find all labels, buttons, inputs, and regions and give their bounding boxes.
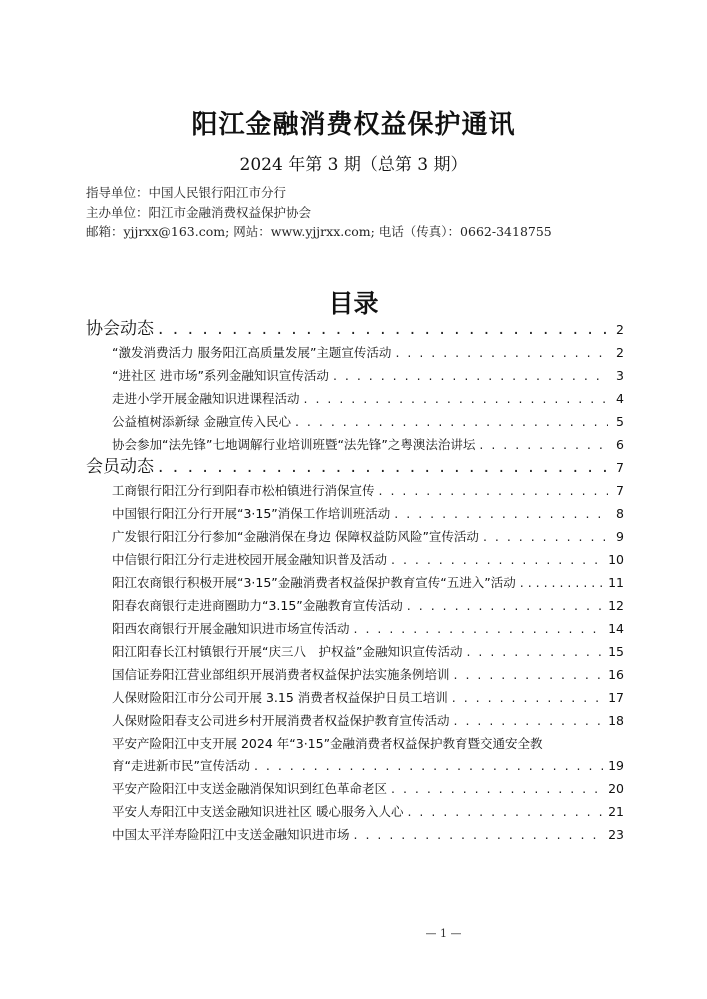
toc-item[interactable] [86, 433, 624, 456]
toc-item-label: 工商银行阳江分行到阳春市松柏镇进行消保宣传 [112, 483, 375, 498]
toc-item-label: 中国太平洋寿险阳江中支送金融知识进市场 [112, 827, 350, 842]
toc-leader [395, 341, 608, 364]
toc-leader [483, 525, 608, 548]
toc-item[interactable] [86, 777, 624, 800]
toc-page-number: 6 [616, 437, 624, 452]
page-footer-number: — 1 — [425, 927, 462, 940]
toc-item[interactable] [86, 800, 624, 823]
toc-page-number: 20 [608, 781, 624, 796]
toc-item-label: 国信证券阳江营业部组织开展消费者权益保护法实施条例培训 [112, 667, 450, 682]
toc-item[interactable] [86, 410, 624, 433]
toc-leader [454, 663, 605, 686]
toc-leader [295, 410, 608, 433]
toc-item-label: 走进小学开展金融知识进课程活动 [112, 391, 300, 406]
toc-item-label: 阳西农商银行开展金融知识进市场宣传活动 [112, 621, 350, 636]
toc-page-number: 14 [608, 621, 624, 636]
toc-page-number: 2 [616, 345, 624, 360]
toc-page-number: 4 [616, 391, 624, 406]
toc-item-label: “激发消费活力 服务阳江高质量发展”主题宣传活动 [112, 345, 392, 360]
newsletter-title: 阳江金融消费权益保护通讯 [191, 110, 516, 140]
toc-leader [452, 686, 604, 709]
toc-page-number: 18 [608, 713, 624, 728]
toc-leader [391, 548, 604, 571]
toc-item-label: 阳江农商银行积极开展“3·15”金融消费者权益保护教育宣传“五进入”活动 [112, 575, 516, 590]
toc-page-number: 9 [616, 529, 624, 544]
toc-item[interactable] [86, 548, 624, 571]
toc-item-label: 协会参加“法先锋”七地调解行业培训班暨“法先锋”之粤澳法治讲坛 [112, 437, 476, 452]
toc-leader [479, 433, 608, 456]
toc-page-number: 15 [608, 644, 624, 659]
toc-item[interactable] [86, 823, 624, 846]
toc-item[interactable] [86, 571, 624, 594]
toc-item-label: 平安产险阳江中支开展 2024 年“3·15”金融消费者权益保护教育暨交通安全教 [112, 736, 543, 751]
toc-leader [254, 754, 604, 777]
toc-leader [407, 800, 604, 823]
contact-info: 邮箱：yjjrxx@163.com; 网站：www.yjjrxx.com; 电话（传真）：0662-3418755 [86, 224, 552, 239]
toc-item-label-continued: 育“走进新市民”宣传活动 [112, 758, 250, 773]
toc-leader [454, 709, 605, 732]
toc-page-number: 7 [616, 483, 624, 498]
toc-page-number: 11 [608, 575, 624, 590]
toc-page-number: 21 [608, 804, 624, 819]
toc-page-number: 5 [616, 414, 624, 429]
toc-item[interactable] [86, 594, 624, 617]
toc-leader [466, 640, 604, 663]
toc-item-label: 阳江阳春长江村镇银行开展“庆三八 护权益”金融知识宣传活动 [112, 644, 463, 659]
toc-item-label: 平安产险阳江中支送金融消保知识到红色革命老区 [112, 781, 388, 796]
toc-item-label: 广发银行阳江分行参加“金融消保在身边 保障权益防风险”宣传活动 [112, 529, 479, 544]
toc-page-number: 3 [616, 368, 624, 383]
toc-item[interactable] [86, 663, 624, 686]
toc-item-label: 中信银行阳江分行走进校园开展金融知识普及活动 [112, 552, 388, 567]
toc-item-first-line[interactable] [86, 732, 624, 754]
toc-item-label: 人保财险阳春支公司进乡村开展消费者权益保护教育宣传活动 [112, 713, 450, 728]
host-unit: 主办单位：阳江市金融消费权益保护协会 [86, 205, 312, 220]
toc-leader [394, 502, 608, 525]
toc-page-number: 7 [616, 460, 624, 475]
toc-item[interactable] [86, 709, 624, 732]
toc-leader [407, 594, 604, 617]
toc-section[interactable] [86, 318, 624, 341]
toc-item[interactable] [86, 754, 624, 777]
toc-page-number: 19 [608, 758, 624, 773]
toc-item-label: 平安人寿阳江中支送金融知识进社区 暖心服务入人心 [112, 804, 404, 819]
toc-item-label: “进社区 进市场”系列金融知识宣传活动 [112, 368, 329, 383]
toc-title: 目录 [328, 289, 379, 318]
issue-number: 2024 年第 3 期（总第 3 期） [239, 155, 468, 175]
table-of-contents [86, 318, 624, 846]
toc-item[interactable] [86, 686, 624, 709]
toc-leader [158, 456, 608, 479]
toc-page-number: 16 [608, 667, 624, 682]
toc-page-number: 17 [608, 690, 624, 705]
toc-item[interactable] [86, 640, 624, 663]
toc-item[interactable] [86, 387, 624, 410]
toc-leader [354, 823, 605, 846]
toc-item-label: 公益植树添新绿 金融宣传入民心 [112, 414, 291, 429]
toc-leader [520, 571, 604, 594]
toc-item[interactable] [86, 341, 624, 364]
toc-item[interactable] [86, 502, 624, 525]
toc-page-number: 23 [608, 827, 624, 842]
toc-section-label: 会员动态 [86, 457, 154, 477]
toc-page-number: 2 [616, 322, 624, 337]
toc-leader [391, 777, 604, 800]
toc-page-number: 10 [608, 552, 624, 567]
toc-page-number: 8 [616, 506, 624, 521]
toc-item[interactable] [86, 479, 624, 502]
toc-section-label: 协会动态 [86, 319, 154, 339]
toc-item-label: 人保财险阳江市分公司开展 3.15 消费者权益保护日员工培训 [112, 690, 448, 705]
toc-item-label: 中国银行阳江分行开展“3·15”消保工作培训班活动 [112, 506, 391, 521]
guide-unit: 指导单位：中国人民银行阳江市分行 [86, 185, 287, 200]
toc-section[interactable] [86, 456, 624, 479]
toc-leader [379, 479, 608, 502]
toc-leader [354, 617, 605, 640]
toc-item[interactable] [86, 364, 624, 387]
toc-page-number: 12 [608, 598, 624, 613]
toc-leader [333, 364, 608, 387]
toc-item[interactable] [86, 617, 624, 640]
toc-leader [158, 318, 608, 341]
toc-leader [304, 387, 608, 410]
toc-item-label: 阳春农商银行走进商圈助力“3.15”金融教育宣传活动 [112, 598, 403, 613]
toc-item[interactable] [86, 525, 624, 548]
